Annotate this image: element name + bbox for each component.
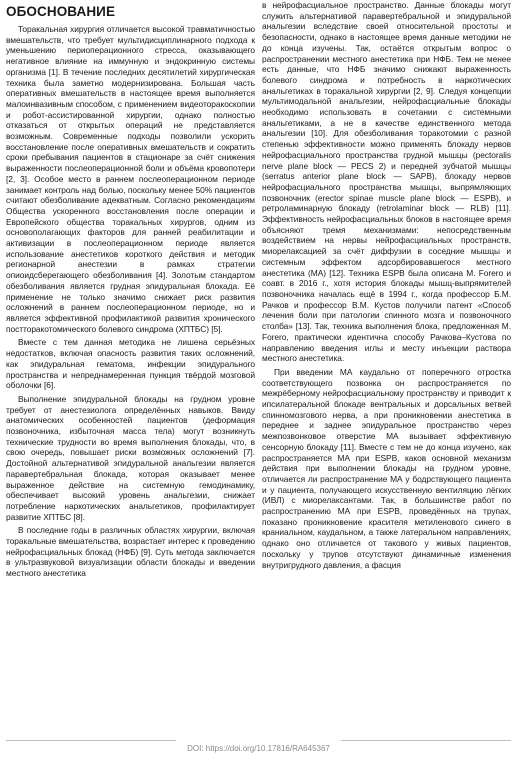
paragraph: В последние годы в различных областях хирургии, включая торакальные вмешательства, возрастает интерес к проведению нейрофасциальных блокад (НФБ) [9]. Суть метода заключается в ультразвуковой визуализации области блокады и введении местного анестетика [6,525,255,579]
left-column [6,0,255,582]
right-column [262,0,511,573]
footer-divider-left [6,740,176,741]
footer-divider-right [341,740,511,741]
section-title: ОБОСНОВАНИЕ [6,4,116,19]
paragraph: При введении МА каудально от поперечного отростка соответствующего позвонка он распространяется по межрёберному нейрофасциальному пространству и приводит к ипсилатеральной блокаде вентральных и дорсальных ветвей спинномозгового нерва, а при проникновении анестетика в переднее и заднее эпидуральное пространство через межпозвонковое отверстие МА вызывает эффективную сенсорную блокаду [11]. Вместе с тем не до конца изучено, как распространяется МА при ESPB, каков основной механизм действия при выполнении блокады на грудном уровне, отличается ли распространение МА у бодрствующего пациента и у пациента, получающего искусственную вентиляцию лёгких (ИВЛ) с миорелаксантами. Так, в большинстве работ по распространению МА при ESPB, проведённых на трупах, показано проникновение красителя метиленового синего в краниальном, каудальном, а также латеральном направлениях, однако оно отличается от такового у живых пациентов, поскольку у трупов отсутствуют динамичные изменения внутригрудного давления, а фасция [262,366,511,570]
paragraph: Выполнение эпидуральной блокады на грудном уровне требует от анестезиолога определённых навыков. Ввиду анатомических особенностей пациентов (деформация позвоночника, избыточная масса тела) могут возникнуть технические трудности во время выполнения блокады, что, в свою очередь, повышает риски возможных осложнений [7]. Достойной альтернативой эпидуральной анальгезии является паравертебральная блокада, которая оказывает менее выраженное действие на системную гемодинамику, обеспечивает высокий уровень анальгезии, снижает потребление наркотических анальгетиков, профилактирует развитие ХПТБС [8]. [6,393,255,522]
paragraph: Вместе с тем данная методика не лишена серьёзных недостатков, включая опасность развития таких осложнений, как эпидуральная гематома, инфекции эпидурального пространства и непреднамеренная пункция твёрдой мозговой оболочки [6]. [6,337,255,391]
footer-doi[interactable]: DOI: https://doi.org/10.17816/RA645367 [187,744,330,753]
paragraph: Торакальная хирургия отличается высокой травматичностью вмешательств, что требует мультидисциплинарного подхода к уменьшению периоперационного стресса, оказывающего негативное влияние на иммунную и эндокринную системы организма [1]. В течение последних десятилетий хирургическая техника была заметно модернизирована. Большая часть оперативных вмешательств в настоящее время выполняется малоинвазивным способом, с применением видеоторакоскопии и робот-ассистированной хирургии, однако полностью отказаться от открытых операций не представляется возможным. Современные подходы позволили ускорить восстановление после оперативных вмешательств и сократить сроки пребывания пациентов в стационаре за счёт снижения выраженности послеоперационной боли и объёма кровопотери [2, 3]. Особое место в раннем послеоперационном периоде занимает контроль над болью, поскольку менее 50% пациентов считают обезболивание адекватным. Согласно рекомендациям Общества ускоренного восстановления после операции и Европейского общества торакальных хирургов, одним из основополагающих факторов для ранней реабилитации и активизации в послеоперационном периоде является использование анестетиков короткого действия и методик регионарной анестезии в рамках стратегии опиоидсберегающего обезболивания [4]. Золотым стандартом обезболивания является грудная эпидуральная блокада. Её применение не только значимо снижает риск развития осложнений в раннем послеоперационном периоде, но и является эффективной профилактикой развития хронического постторакотомического болевого синдрома (ХПТБС) [5]. [6,24,255,334]
paragraph: в нейрофасциальное пространство. Данные блокады могут служить альтернативой паравертебральной и эпидуральной анальгезии вследствие своей относительной простоты и безопасности, однако в настоящее время данные методики не до конца изучены. Так, остаётся открытым вопрос о распространении местного анестетика при НФБ. Тем не менее есть данные, что НФБ значимо снижают выраженность болевого синдрома и потребность в наркотических анальгетиках в торакальной хирургии [2, 9]. Следуя концепции мультимодальной анальгезии, нейрофасциальные блокады необходимо использовать в сочетании с системными анальгетиками, а не в качестве единственного метода анальгезии [10]. Для обезболивания торакотомии с разной степенью эффективности можно применять блокаду нервов нейрофасциального пространства грудной мышцы (pectoralis nerve plane block — PECS 2) и передней зубчатой мышцы (serratus anterior plane block — SAPB), блокаду нервов нейрофасциального пространства мышцы, выпрямляющих позвоночник (erector spinae muscle plane block — ESPB), и ретроламинарную блокаду (retrolaminar block — RLB) [11]. Эффективность нейрофасциальных блоков в настоящее время объясняют тремя механизмами: непосредственным воздействием на нервы нейрофасциальных пространств, миорелаксацией за счёт диффузии в соседние мышцы и системным эффектом адсорбировавшегося местного анестетика (МА) [12]. Техника ESPB была описана M. Forero и соавт. в 2016 г., хотя история блокады мышц-выпрямителей позвоночника началась ещё в 1994 г., когда профессор Б.М. Рачков и профессор В.М. Кустов получили патент «Способ лечения боли при патологии спинного мозга и позвоночного столба» [13]. Так, техника выполнения блока, предложенная M. Forero, практически идентична способу Рачкова–Кустова по направлению введения иглы и месту инъекции раствора местного анестетика. [262,0,511,364]
